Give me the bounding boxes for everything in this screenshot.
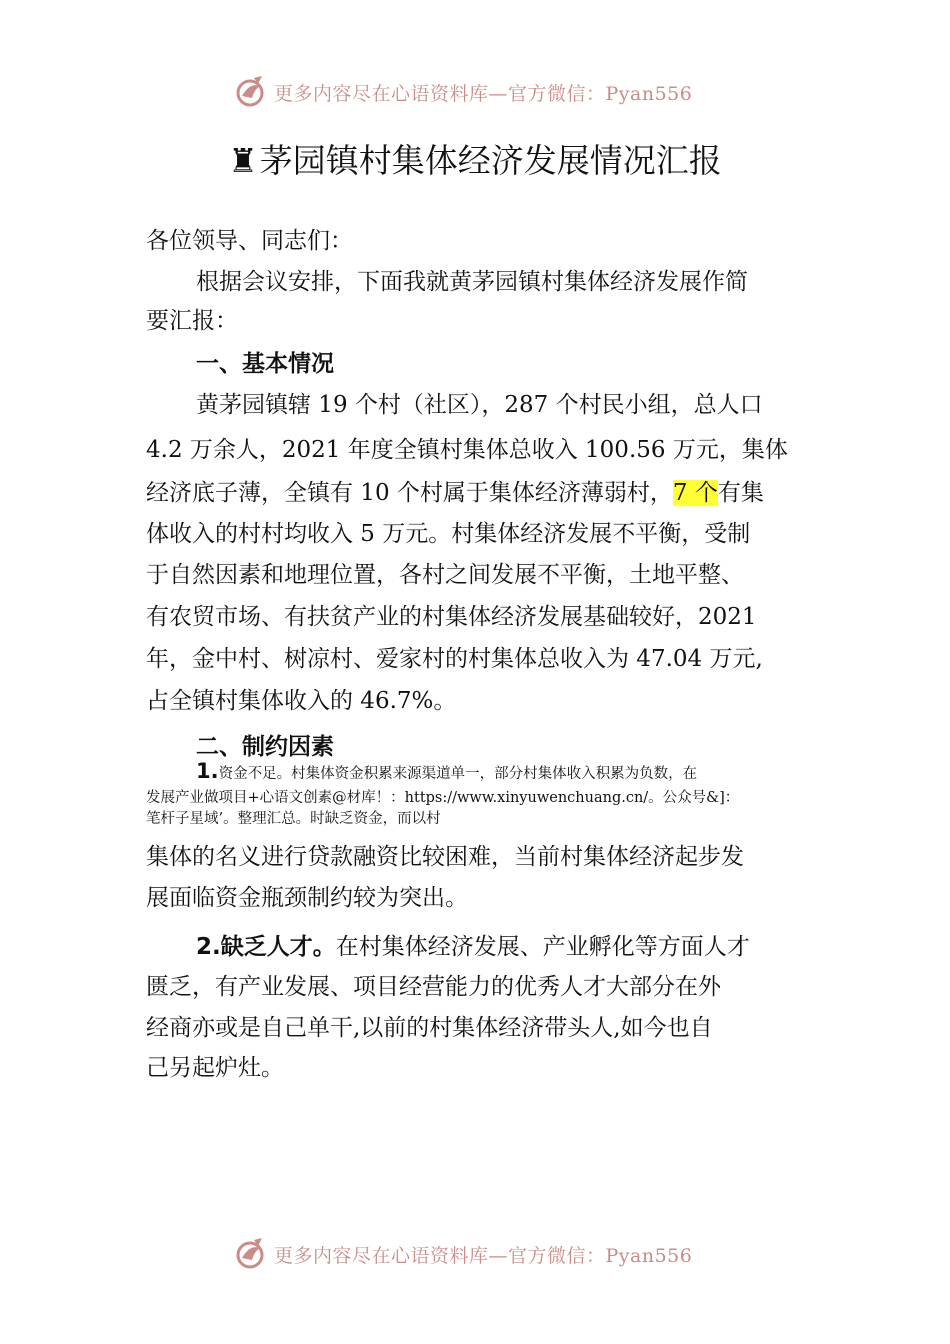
section1-line-4: 体收入的村村均收入 5 万元。村集体经济发展不平衡，受制: [146, 521, 751, 547]
page-title: [0, 135, 950, 182]
item1-small-text-1: 资金不足。村集体资金积累来源渠道单一，部分村集体收入积累为负数，在: [218, 766, 698, 782]
item2-line-4: 己另起炉灶。: [146, 1055, 284, 1081]
section2-heading: 二、制约因素: [196, 734, 334, 760]
section1-line-3-tail: 有集: [717, 480, 764, 506]
item2-line-2: 匮乏，有产业发展、项目经营能力的优秀人才大部分在外: [146, 974, 721, 1000]
swirl-logo-icon: [232, 1236, 268, 1272]
item1-small-line-1: [196, 760, 886, 786]
swirl-logo-icon: [232, 74, 268, 110]
item1-small-line-2: 发展产业做项目+心语文创素@材库！：https://www.xinyuwenchuang.cn/。公众号&]：: [146, 790, 740, 806]
greeting: 各位领导、同志们：: [146, 228, 353, 254]
section1-line-7: 年，金中村、树凉村、爱家村的村集体总收入为 47.04 万元,: [146, 646, 763, 672]
title-text: 茅园镇村集体经济发展情况汇报: [259, 141, 722, 180]
section1-line-2: 4.2 万余人，2021 年度全镇村集体总收入 100.56 万元，集体: [146, 437, 788, 463]
header-banner: [232, 74, 692, 110]
item2-line-1: [196, 928, 876, 967]
chess-rook-icon: ♜: [228, 141, 258, 180]
banner-text: 更多内容尽在心语资料库—官方微信：Pyan556: [274, 1244, 693, 1267]
item2-line-3: 经商亦或是自己单干,以前的村集体经济带头人,如今也自: [146, 1015, 713, 1041]
section1-heading: 一、基本情况: [196, 351, 334, 377]
banner-text: 更多内容尽在心语资料库—官方微信：Pyan556: [274, 82, 693, 105]
section1-line-8: 占全镇村集体收入的 46.7%。: [146, 688, 457, 714]
highlighted-count: 7 个: [672, 480, 718, 506]
item1-number: 1.: [196, 759, 219, 783]
item1-line-4: 集体的名义进行贷款融资比较困难，当前村集体经济起步发: [146, 844, 744, 870]
section1-line-3-text: 经济底子薄，全镇有 10 个村属于集体经济薄弱村，: [146, 480, 673, 506]
intro-line-1: 根据会议安排，下面我就黄茅园镇村集体经济发展作简: [196, 269, 748, 295]
section1-line-6: 有农贸市场、有扶贫产业的村集体经济发展基础较好，2021: [146, 604, 757, 630]
item2-text-1: 在村集体经济发展、产业孵化等方面人才: [335, 934, 750, 960]
section1-line-5: 于自然因素和地理位置，各村之间发展不平衡，土地平整、: [146, 562, 744, 588]
section1-line-1: 黄茅园镇辖 19 个村（社区），287 个村民小组，总人口: [196, 392, 763, 418]
intro-line-2: 要汇报：: [146, 308, 238, 334]
footer-banner: [232, 1236, 692, 1272]
item1-line-5: 展面临资金瓶颈制约较为突出。: [146, 885, 468, 911]
item1-small-line-3: 笔杆子星域’。整理汇总。时缺乏资金，而以村: [146, 811, 441, 827]
item2-title: 2.缺乏人才。: [196, 934, 336, 960]
section1-line-3: [146, 474, 826, 513]
